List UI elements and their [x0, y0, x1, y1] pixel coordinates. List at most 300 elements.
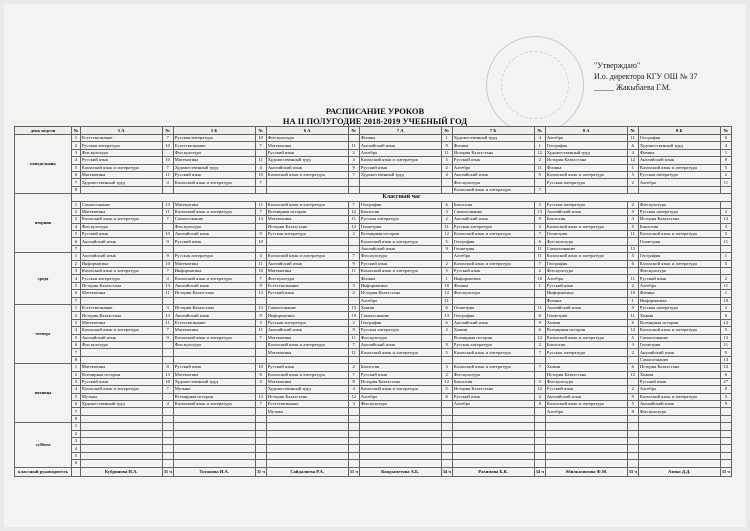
room-cell: 13 — [162, 282, 173, 289]
subject-cell: Алгебра — [452, 164, 534, 171]
room-cell: 1 — [720, 149, 731, 156]
room-cell — [720, 415, 731, 422]
subject-cell — [80, 349, 162, 356]
lesson-number: 2 — [72, 260, 81, 267]
lesson-number: 4 — [72, 445, 81, 452]
lesson-number: 6 — [72, 238, 81, 245]
title-line-1: РАСПИСАНИЕ УРОКОВ — [325, 106, 425, 116]
header-row — [15, 127, 732, 135]
subject-cell: Естествознание — [80, 135, 162, 142]
room-cell: 3 — [534, 378, 545, 385]
subject-cell: Информатика — [638, 297, 720, 304]
subject-cell: Русский язык — [359, 260, 441, 267]
note-row — [15, 194, 732, 201]
subject-cell — [452, 356, 534, 363]
room-cell — [534, 290, 545, 297]
subject-cell: Физ.культура — [545, 238, 627, 245]
room-cell: 9 — [348, 327, 359, 334]
room-cell: 7 — [162, 216, 173, 223]
lesson-row — [15, 245, 732, 252]
subject-cell — [359, 452, 441, 459]
subject-cell — [80, 438, 162, 445]
lesson-row — [15, 208, 732, 215]
lesson-row — [15, 386, 732, 393]
subject-cell: Информатика — [266, 312, 348, 319]
lesson-row — [15, 364, 732, 371]
room-cell: 9 — [534, 216, 545, 223]
room-cell — [162, 460, 173, 467]
room-cell: 6 — [627, 364, 638, 371]
lesson-number: 1 — [72, 201, 81, 208]
subject-cell: Художественный труд — [359, 171, 441, 178]
subject-cell — [173, 430, 255, 437]
room-cell — [720, 245, 731, 252]
subject-cell: Казахский язык и литература — [359, 349, 441, 356]
subject-cell: Казахский язык и литература — [359, 238, 441, 245]
room-cell — [162, 452, 173, 459]
subject-cell: Самопознание — [638, 334, 720, 341]
room-cell: 13 — [720, 334, 731, 341]
lesson-number: 7 — [72, 349, 81, 356]
subject-cell: Химия — [638, 371, 720, 378]
room-cell: 4 — [720, 142, 731, 149]
subject-cell: География — [452, 238, 534, 245]
room-cell: 5 — [627, 401, 638, 408]
subject-cell: Математика — [266, 349, 348, 356]
room-cell: 5 — [720, 231, 731, 238]
room-cell: 12 — [627, 371, 638, 378]
subject-cell: Химия — [545, 319, 627, 326]
room-cell: 4 — [255, 164, 266, 171]
room-cell: 7 — [162, 386, 173, 393]
room-cell: 5 — [441, 157, 452, 164]
room-cell: 7 — [162, 135, 173, 142]
room-cell — [534, 297, 545, 304]
footer-cell: Азина Д.Д. — [638, 467, 720, 476]
room-cell: 8 — [441, 393, 452, 400]
room-cell: 6 — [534, 312, 545, 319]
subject-cell — [266, 297, 348, 304]
room-cell: 9 — [441, 341, 452, 348]
room-cell — [255, 430, 266, 437]
lesson-row — [15, 260, 732, 267]
subject-cell: Казахский язык и литература — [80, 216, 162, 223]
subject-cell: История Казахстана — [359, 378, 441, 385]
room-cell: 11 — [534, 304, 545, 311]
room-cell — [441, 186, 452, 193]
room-cell: 11 — [162, 208, 173, 215]
header-cell: 7 А — [359, 127, 441, 135]
room-cell: 3 — [348, 401, 359, 408]
room-cell: 10 — [162, 142, 173, 149]
subject-cell: Английский язык — [359, 142, 441, 149]
room-cell: 5 — [720, 393, 731, 400]
subject-cell: Русская литература — [266, 319, 348, 326]
room-cell — [627, 415, 638, 422]
lesson-number: 1 — [72, 423, 81, 430]
room-cell: 11 — [162, 171, 173, 178]
room-cell — [534, 423, 545, 430]
subject-cell: Физ.культура — [80, 341, 162, 348]
room-cell — [441, 452, 452, 459]
day-label: понедельник — [15, 135, 72, 194]
room-cell: 6 — [441, 304, 452, 311]
subject-cell: Русский язык — [173, 364, 255, 371]
room-cell: 7 — [162, 327, 173, 334]
subject-cell — [173, 423, 255, 430]
subject-cell: Геометрия — [359, 223, 441, 230]
room-cell — [162, 393, 173, 400]
room-cell: 2 — [534, 393, 545, 400]
lesson-number: 4 — [72, 327, 81, 334]
room-cell: 6 — [627, 142, 638, 149]
room-cell: 5 — [720, 164, 731, 171]
room-cell: 3 — [720, 223, 731, 230]
lesson-number: 7 — [72, 245, 81, 252]
subject-cell: Казахский язык и литература — [452, 186, 534, 193]
subject-cell: Русская литература — [545, 349, 627, 356]
subject-cell: Математика — [266, 142, 348, 149]
room-cell: 2 — [720, 304, 731, 311]
subject-cell — [359, 423, 441, 430]
room-cell: 11 — [441, 149, 452, 156]
footer-label: классный руководитель — [15, 467, 72, 476]
room-cell — [255, 445, 266, 452]
subject-cell — [80, 423, 162, 430]
subject-cell: Физ.культура — [359, 334, 441, 341]
subject-cell — [80, 415, 162, 422]
subject-cell — [545, 356, 627, 363]
room-cell: 8 — [627, 408, 638, 415]
room-cell — [255, 223, 266, 230]
subject-cell: Английский язык — [545, 304, 627, 311]
day-label: пятница — [15, 364, 72, 423]
room-cell: 12 — [348, 223, 359, 230]
lesson-row — [15, 164, 732, 171]
lesson-number: 6 — [72, 341, 81, 348]
subject-cell: Всемирная история — [452, 334, 534, 341]
subject-cell — [638, 430, 720, 437]
subject-cell — [545, 438, 627, 445]
room-cell: 2 — [441, 260, 452, 267]
room-cell — [627, 378, 638, 385]
lesson-number: 8 — [72, 356, 81, 363]
page-title — [4, 106, 746, 126]
room-cell: 13 — [627, 245, 638, 252]
room-cell: 2 — [720, 275, 731, 282]
room-cell — [255, 460, 266, 467]
subject-cell: Физика — [638, 290, 720, 297]
room-cell: 7 — [348, 371, 359, 378]
room-cell: 11 — [348, 268, 359, 275]
subject-cell: Русский язык — [359, 371, 441, 378]
subject-cell: Казахский язык и литература — [266, 171, 348, 178]
room-cell — [534, 438, 545, 445]
subject-cell: Физ.культура — [545, 268, 627, 275]
room-cell: 2 — [534, 268, 545, 275]
header-cell: № — [72, 127, 81, 135]
room-cell — [348, 460, 359, 467]
subject-cell: Математика — [173, 157, 255, 164]
room-cell — [534, 430, 545, 437]
subject-cell: История Казахстана — [545, 157, 627, 164]
subject-cell: Русский язык — [266, 290, 348, 297]
subject-cell — [359, 460, 441, 467]
subject-cell: Математика — [80, 208, 162, 215]
subject-cell — [173, 297, 255, 304]
lesson-row — [15, 186, 732, 193]
room-cell — [441, 334, 452, 341]
room-cell — [348, 430, 359, 437]
room-cell: 9 — [720, 157, 731, 164]
subject-cell: Английский язык — [266, 327, 348, 334]
subject-cell: Алгебра — [359, 297, 441, 304]
subject-cell: Алгебра — [452, 253, 534, 260]
room-cell: 2 — [627, 282, 638, 289]
subject-cell: Физика — [638, 149, 720, 156]
room-cell — [534, 445, 545, 452]
subject-cell: Русская литература — [80, 275, 162, 282]
subject-cell: Физ.культура — [173, 149, 255, 156]
lesson-row — [15, 268, 732, 275]
room-cell — [255, 408, 266, 415]
subject-cell: Физика — [359, 135, 441, 142]
subject-cell: Английский язык — [545, 393, 627, 400]
subject-cell — [173, 445, 255, 452]
lesson-row — [15, 319, 732, 326]
header-cell: № — [627, 127, 638, 135]
subject-cell: География — [359, 201, 441, 208]
subject-cell: Русская литература — [638, 208, 720, 215]
subject-cell: Всемирная история — [359, 231, 441, 238]
lesson-number: 6 — [72, 460, 81, 467]
room-cell: 5 — [720, 327, 731, 334]
subject-cell: Английский язык — [173, 282, 255, 289]
subject-cell — [452, 430, 534, 437]
subject-cell — [80, 445, 162, 452]
room-cell: 12 — [720, 216, 731, 223]
subject-cell — [359, 415, 441, 422]
subject-cell: История Казахстана — [266, 393, 348, 400]
room-cell — [348, 438, 359, 445]
subject-cell: Русский язык — [545, 386, 627, 393]
subject-cell: Алгебра — [545, 135, 627, 142]
day-label: суббота — [15, 423, 72, 467]
room-cell: 10 — [162, 231, 173, 238]
lesson-number: 4 — [72, 386, 81, 393]
room-cell — [348, 186, 359, 193]
subject-cell: Химия — [452, 327, 534, 334]
room-cell: 10 — [162, 157, 173, 164]
lesson-row — [15, 201, 732, 208]
subject-cell: Русский язык — [266, 149, 348, 156]
subject-cell: Русская литература — [452, 223, 534, 230]
footer-cell: 31 ч — [348, 467, 359, 476]
subject-cell: Казахский язык и литература — [452, 364, 534, 371]
subject-cell — [545, 430, 627, 437]
lesson-number: 7 — [72, 297, 81, 304]
subject-cell: Русская литература — [545, 201, 627, 208]
subject-cell: Естествознание — [80, 304, 162, 311]
lesson-number: 6 — [72, 171, 81, 178]
subject-cell: История Казахстана — [452, 149, 534, 156]
subject-cell: География — [638, 135, 720, 142]
room-cell: 6 — [441, 201, 452, 208]
subject-cell: Казахский язык и литература — [638, 231, 720, 238]
subject-cell: Казахский язык и литература — [359, 268, 441, 275]
class-hour-note: Классный час — [72, 194, 732, 201]
subject-cell: Английский язык — [173, 312, 255, 319]
room-cell: 5 — [627, 171, 638, 178]
subject-cell: Информатика — [173, 268, 255, 275]
subject-cell: Физ.культура — [638, 268, 720, 275]
lesson-row — [15, 349, 732, 356]
room-cell: 7 — [162, 164, 173, 171]
room-cell: 13 — [441, 312, 452, 319]
room-cell: 11 — [348, 216, 359, 223]
room-cell: 12 — [720, 319, 731, 326]
footer-cell: 35 ч — [720, 467, 731, 476]
room-cell — [627, 356, 638, 363]
lesson-number: 5 — [72, 452, 81, 459]
room-cell — [441, 415, 452, 422]
day-label: четверг — [15, 304, 72, 363]
subject-cell — [266, 438, 348, 445]
room-cell: 2 — [441, 371, 452, 378]
room-cell: 7 — [255, 208, 266, 215]
room-cell: 6 — [534, 327, 545, 334]
room-cell — [627, 452, 638, 459]
subject-cell: Самопознание — [359, 312, 441, 319]
subject-cell: Математика — [266, 334, 348, 341]
room-cell: 2 — [534, 157, 545, 164]
subject-cell: Физ.культура — [359, 401, 441, 408]
subject-cell: Самопознание — [80, 201, 162, 208]
footer-cell: Тоганова И.А. — [173, 467, 255, 476]
subject-cell: Музыка — [80, 393, 162, 400]
title-line-2: НА II ПОЛУГОДИЕ 2018-2019 УЧЕБНЫЙ ГОД — [282, 116, 468, 126]
lesson-row — [15, 157, 732, 164]
subject-cell: Геометрия — [638, 341, 720, 348]
footer-cell: Кубринова И.А. — [80, 467, 162, 476]
subject-cell: Биология — [545, 216, 627, 223]
room-cell — [441, 401, 452, 408]
room-cell: 11 — [627, 275, 638, 282]
footer-cell: Рахимова Б.К. — [452, 467, 534, 476]
lesson-row — [15, 231, 732, 238]
subject-cell: Информатика — [359, 282, 441, 289]
lesson-row — [15, 334, 732, 341]
lesson-row — [15, 171, 732, 178]
lesson-row — [15, 142, 732, 149]
footer-cell: 31 ч — [255, 467, 266, 476]
subject-cell: Самопознание — [266, 304, 348, 311]
room-cell — [534, 408, 545, 415]
room-cell: 2 — [441, 327, 452, 334]
room-cell — [348, 135, 359, 142]
room-cell — [255, 341, 266, 348]
subject-cell: Математика — [80, 364, 162, 371]
subject-cell: Самопознание — [638, 356, 720, 363]
room-cell: 2 — [534, 223, 545, 230]
subject-cell — [173, 415, 255, 422]
room-cell: 9 — [720, 349, 731, 356]
subject-cell: Казахский язык и литература — [545, 401, 627, 408]
subject-cell — [545, 423, 627, 430]
subject-cell — [638, 438, 720, 445]
day-label: среда — [15, 253, 72, 305]
lesson-number: 5 — [72, 393, 81, 400]
lesson-number: 3 — [72, 216, 81, 223]
room-cell: 1 — [441, 135, 452, 142]
lesson-row — [15, 290, 732, 297]
lesson-number: 4 — [72, 275, 81, 282]
subject-cell: Казахский язык и литература — [545, 223, 627, 230]
room-cell: 11 — [162, 319, 173, 326]
lesson-number: 1 — [72, 304, 81, 311]
room-cell: 3 — [441, 208, 452, 215]
room-cell — [534, 356, 545, 363]
room-cell — [255, 438, 266, 445]
subject-cell — [173, 245, 255, 252]
subject-cell: Физика — [359, 275, 441, 282]
room-cell: 10 — [255, 171, 266, 178]
subject-cell: Русская литература — [80, 142, 162, 149]
subject-cell: География — [545, 142, 627, 149]
subject-cell — [80, 452, 162, 459]
subject-cell — [452, 423, 534, 430]
subject-cell: История Казахстана — [266, 223, 348, 230]
room-cell — [255, 423, 266, 430]
subject-cell: Английский язык — [266, 260, 348, 267]
room-cell: 8 — [720, 386, 731, 393]
lesson-row — [15, 378, 732, 385]
subject-cell — [452, 415, 534, 422]
lesson-number: 2 — [72, 142, 81, 149]
room-cell: 7 — [255, 275, 266, 282]
room-cell: 2 — [627, 349, 638, 356]
room-cell: 10 — [348, 312, 359, 319]
room-cell: 2 — [348, 364, 359, 371]
room-cell — [162, 356, 173, 363]
subject-cell — [80, 430, 162, 437]
header-cell: 8 Б — [638, 127, 720, 135]
lesson-row — [15, 223, 732, 230]
room-cell — [627, 186, 638, 193]
room-cell: 12 — [441, 231, 452, 238]
subject-cell: Информатика — [452, 275, 534, 282]
subject-cell — [266, 460, 348, 467]
subject-cell: Физ.культура — [359, 253, 441, 260]
subject-cell: Физ.культура — [452, 179, 534, 186]
room-cell — [348, 179, 359, 186]
subject-cell: История Казахстана — [173, 304, 255, 311]
lesson-number: 6 — [72, 290, 81, 297]
subject-cell: Русский язык — [452, 268, 534, 275]
room-cell: 3 — [348, 282, 359, 289]
subject-cell: История Казахстана — [638, 364, 720, 371]
subject-cell: Казахский язык и литература — [173, 179, 255, 186]
lesson-number: 5 — [72, 231, 81, 238]
room-cell: 4 — [162, 275, 173, 282]
subject-cell: Английский язык — [638, 157, 720, 164]
subject-cell: Химия — [638, 312, 720, 319]
lesson-row — [15, 452, 732, 459]
subject-cell — [545, 452, 627, 459]
room-cell: 9 — [255, 231, 266, 238]
subject-cell: Математика — [266, 268, 348, 275]
room-cell: 9 — [348, 164, 359, 171]
